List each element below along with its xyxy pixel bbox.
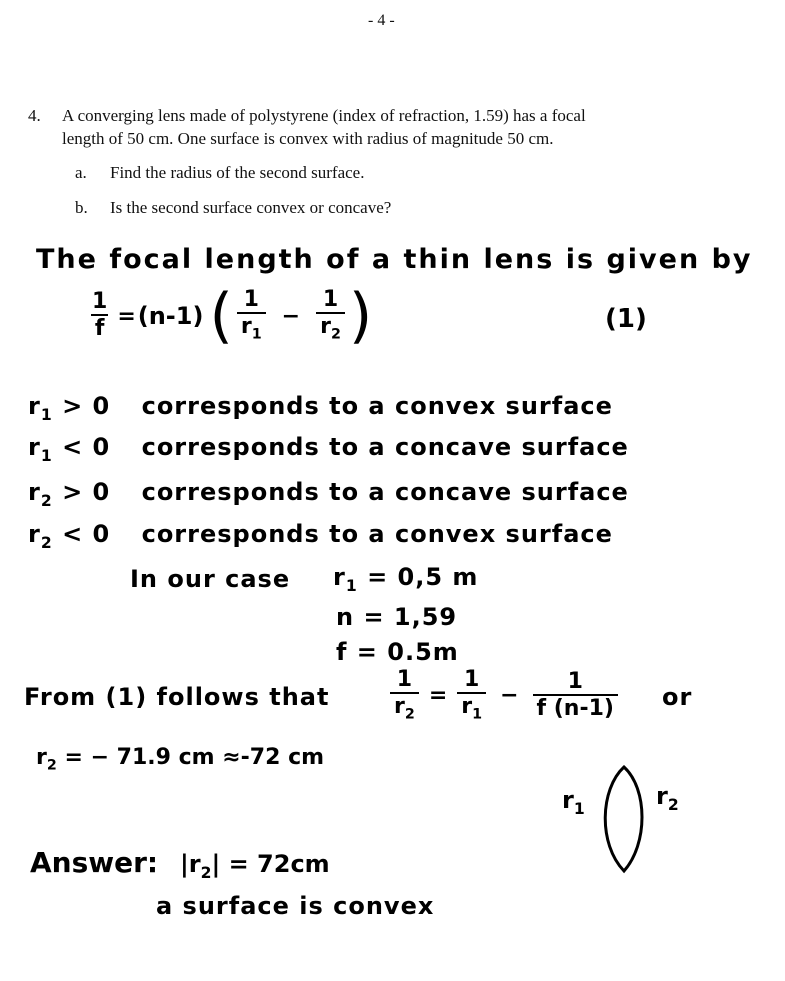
subscript: 2: [200, 863, 212, 882]
rule-relation: > 0: [62, 478, 111, 506]
denominator: [457, 692, 486, 724]
sign-rule-row: [28, 392, 613, 424]
sign-rule-row: [28, 478, 629, 510]
subscript: 1: [251, 326, 262, 343]
derivation-prefix: From (1) follows that: [24, 683, 330, 711]
subscript: 2: [46, 757, 57, 774]
fraction-one-over-r1: [457, 668, 486, 724]
page-number: - 4 -: [368, 12, 395, 29]
part-a-text: Find the radius of the second surface.: [110, 163, 365, 182]
subscript: 1: [472, 706, 483, 723]
r-symbol: r: [320, 314, 331, 340]
solution-intro: The focal length of a thin lens is given by: [36, 244, 753, 275]
part-a-label: a.: [75, 163, 87, 182]
thin-lens-equation: [84, 281, 373, 351]
answer-label: Answer:: [30, 846, 159, 879]
rule-text: corresponds to a concave surface: [141, 433, 629, 461]
rule-relation: < 0: [62, 433, 111, 461]
rule-sub: 2: [40, 533, 53, 552]
rule-text: corresponds to a concave surface: [141, 478, 629, 506]
diagram-label-r1: [562, 786, 585, 818]
numerator: 1: [92, 288, 108, 314]
abs-r-suffix: | = 72cm: [211, 850, 330, 878]
left-paren: (: [209, 281, 233, 351]
rule-sub: 2: [40, 491, 53, 510]
denominator: [237, 312, 266, 344]
rule-text: corresponds to a convex surface: [141, 392, 613, 420]
subscript: 2: [667, 795, 679, 814]
rule-var: r: [28, 433, 41, 461]
n-minus-one-factor: (n-1): [137, 302, 204, 330]
r-symbol: r: [461, 694, 473, 720]
equals-sign: =: [117, 303, 136, 329]
given-f: f = 0.5m: [336, 638, 459, 666]
numerator: 1: [567, 668, 583, 694]
given-label: In our case: [130, 565, 291, 593]
rule-var: r: [28, 520, 41, 548]
given-n: n = 1,59: [336, 603, 458, 631]
subscript: 1: [573, 799, 585, 818]
minus-sign: −: [500, 683, 519, 709]
rule-sub: 1: [40, 446, 53, 465]
rule-sub: 1: [40, 405, 53, 424]
fraction-one-over-r2: [316, 288, 345, 344]
r-symbol: r: [333, 563, 346, 591]
r2-value: = − 71.9 cm ≈-72 cm: [64, 745, 325, 770]
fraction-one-over-f: [88, 290, 111, 343]
numerator: 1: [322, 287, 339, 313]
numerator: 1: [243, 287, 259, 313]
denominator: [316, 312, 345, 344]
derivation-suffix: or: [662, 683, 693, 711]
part-b-label: b.: [75, 198, 88, 217]
diagram-label-r2: [656, 782, 679, 814]
denominator: f (n-1): [533, 694, 618, 722]
subscript: 1: [345, 576, 358, 595]
rule-var: r: [28, 478, 41, 506]
fraction-one-over-r2: [390, 668, 419, 724]
given-r1: [333, 563, 478, 595]
answer-value: [180, 850, 330, 882]
r-symbol: r: [36, 745, 47, 770]
rule-var: r: [28, 392, 41, 420]
r-symbol: r: [240, 314, 252, 340]
r-symbol: r: [656, 782, 668, 810]
subscript: 2: [404, 706, 415, 723]
problem-statement-line1: A converging lens made of polystyrene (index of refraction, 1.59) has a focal: [62, 106, 586, 125]
r-symbol: r: [394, 694, 405, 720]
sign-rule-row: [28, 433, 629, 465]
fraction-one-over-r1: [237, 288, 266, 344]
derivation-equation: [386, 668, 622, 724]
rule-relation: > 0: [62, 392, 111, 420]
biconvex-lens-icon: [596, 764, 652, 874]
r1-value: = 0,5 m: [367, 563, 479, 591]
sign-rule-row: [28, 520, 613, 552]
problem-number: 4.: [28, 106, 41, 125]
r-symbol: r: [562, 786, 574, 814]
rule-relation: < 0: [62, 520, 111, 548]
numerator: 1: [396, 667, 413, 692]
abs-r-prefix: |r: [180, 850, 201, 878]
answer-conclusion: a surface is convex: [156, 892, 435, 920]
equals-sign: =: [428, 683, 448, 709]
fraction-one-over-f-n-minus-1: [533, 670, 618, 723]
numerator: 1: [464, 667, 480, 692]
subscript: 2: [330, 326, 341, 343]
result-r2: [36, 745, 324, 773]
part-b-text: Is the second surface convex or concave?: [110, 198, 392, 217]
minus-sign: −: [281, 303, 301, 329]
right-paren: ): [348, 281, 373, 351]
denominator: f: [91, 314, 109, 342]
problem-statement-line2: length of 50 cm. One surface is convex with radius of magnitude 50 cm.: [62, 129, 554, 148]
denominator: [390, 692, 419, 724]
equation-tag: (1): [605, 304, 647, 334]
rule-text: corresponds to a convex surface: [141, 520, 613, 548]
